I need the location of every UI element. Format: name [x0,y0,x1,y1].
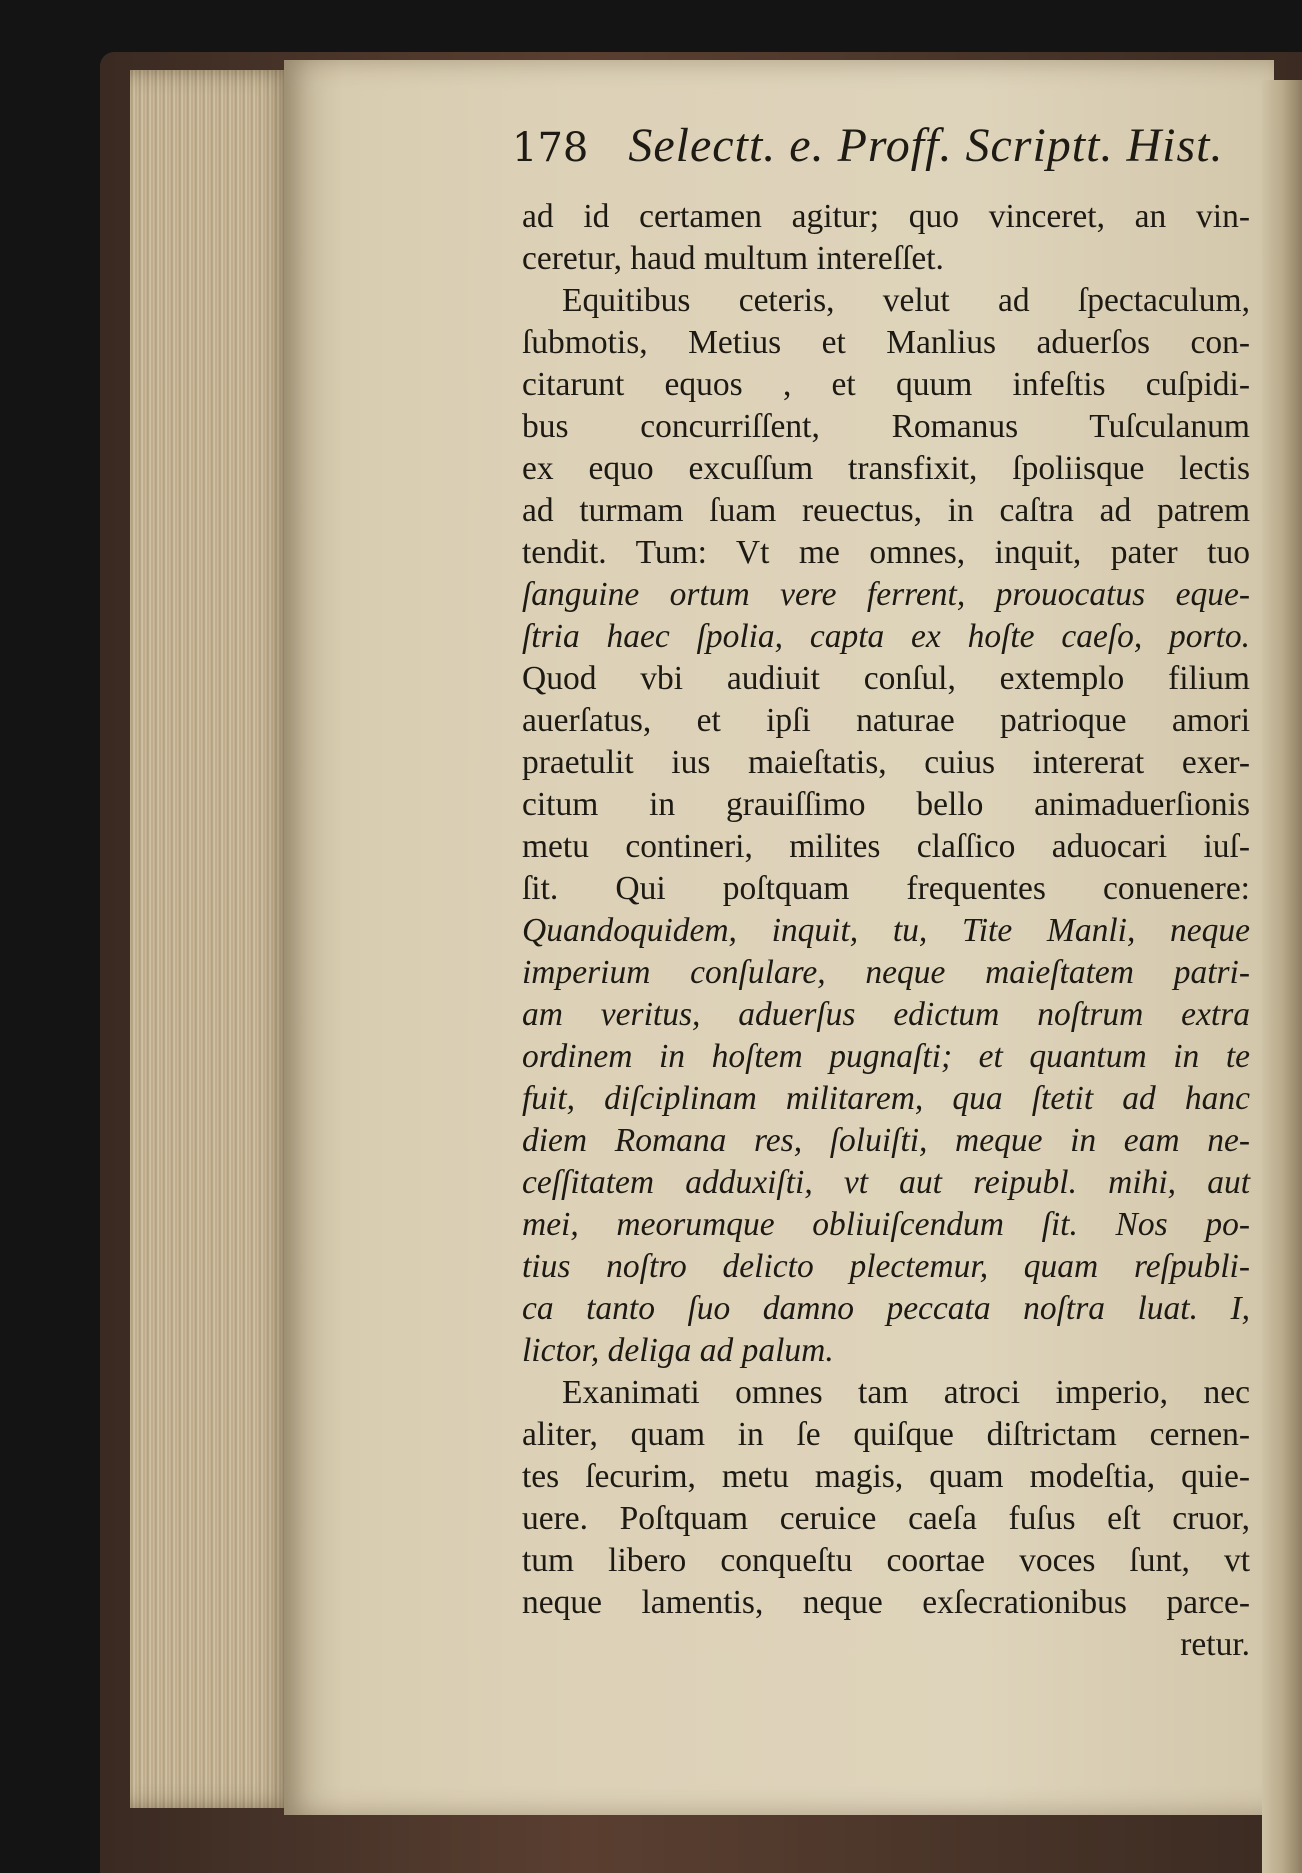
text-line: tendit. Tum: Vt me omnes, inquit, pater tuo [522,534,1250,571]
body-text [522,196,1250,1666]
text-line: ca tanto ſuo damno peccata noſtra luat. I, [522,1290,1250,1327]
text-line: Equitibus ceteris, velut ad ſpectaculum, [562,282,1250,319]
text-line: citarunt equos , et quum infeſtis cuſpidi- [522,366,1250,403]
text-line: auerſatus, et ipſi naturae patrioque amori [522,702,1250,739]
text-line: Quod vbi audiuit conſul, extemplo filium [522,660,1250,697]
text-line: diem Romana res, ſoluiſti, meque in eam ne- [522,1122,1250,1159]
text-line: ad turmam ſuam reuectus, in caſtra ad patrem [522,492,1250,529]
text-line: aliter, quam in ſe quiſque diſtrictam cernen- [522,1416,1250,1453]
text-line: neque lamentis, neque exſecrationibus parce- [522,1584,1250,1621]
text-line: uere. Poſtquam ceruice caeſa fuſus eſt cruor, [522,1500,1250,1537]
text-line: fuit, diſciplinam militarem, qua ſtetit ad hanc [522,1080,1250,1117]
text-line: tius noſtro delicto plectemur, quam reſpubli- [522,1248,1250,1285]
text-line: lictor, deliga ad palum. [522,1332,834,1369]
text-line: praetulit ius maieſtatis, cuius intererat exer- [522,744,1250,781]
text-line: Exanimati omnes tam atroci imperio, nec [562,1374,1250,1411]
text-line: tum libero conqueſtu coortae voces ſunt, vt [522,1542,1250,1579]
text-line: ad id certamen agitur; quo vinceret, an vin- [522,198,1250,235]
text-line: ordinem in hoſtem pugnaſti; et quantum in te [522,1038,1250,1075]
page-number: 178 [512,125,589,171]
text-line: ſit. Qui poſtquam frequentes conuenere: [522,870,1250,907]
text-line: ſtria haec ſpolia, capta ex hoſte caeſo, porto. [522,618,1250,655]
text-line: bus concurriſſent, Romanus Tuſculanum [522,408,1250,445]
text-line: retur. [1180,1626,1250,1663]
page-header [512,118,1252,174]
text-line: ceſſitatem adduxiſti, vt aut reipubl. mihi, aut [522,1164,1250,1201]
text-line: mei, meorumque obliuiſcendum ſit. Nos po- [522,1206,1250,1243]
page-edges [130,70,300,1808]
text-line: citum in grauiſſimo bello animaduerſionis [522,786,1250,823]
facing-page-edge [1262,80,1302,1873]
text-line: ceretur, haud multum intereſſet. [522,240,944,277]
text-line: Quandoquidem, inquit, tu, Tite Manli, neque [522,912,1250,949]
text-line: tes ſecurim, metu magis, quam modeſtia, quie- [522,1458,1250,1495]
text-line: ſanguine ortum vere ferrent, prouocatus eque- [522,576,1250,613]
running-title: Selectt. e. Proff. Scriptt. Hist. [628,119,1224,172]
text-line: ſubmotis, Metius et Manlius aduerſos con- [522,324,1250,361]
text-line: ex equo excuſſum transfixit, ſpoliisque lectis [522,450,1250,487]
text-line: metu contineri, milites claſſico aduocari iuſ- [522,828,1250,865]
text-line: imperium conſulare, neque maieſtatem patri- [522,954,1250,991]
text-line: am veritus, aduerſus edictum noſtrum extra [522,996,1250,1033]
